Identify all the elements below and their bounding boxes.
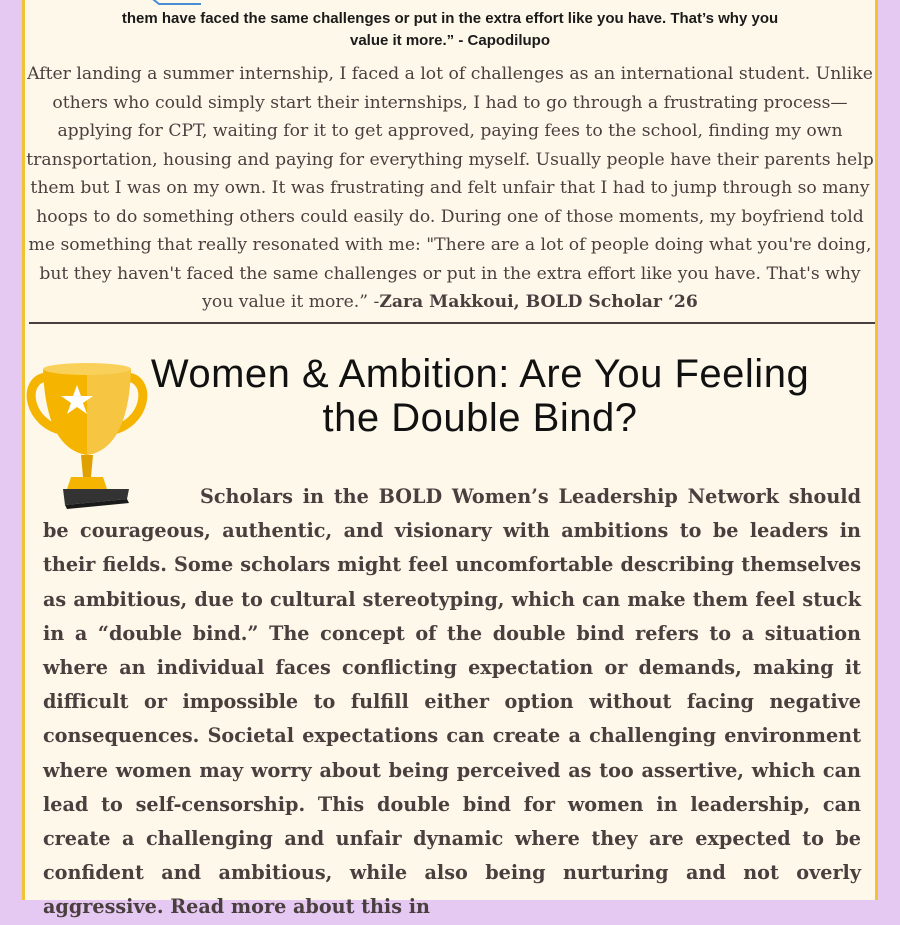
heading-line-2: the Double Bind?	[322, 396, 638, 440]
article-body-text: Scholars in the BOLD Women’s Leadership Network should be courageous, authentic, and visionary with ambitions to be leaders in their fields. Some scholars might feel uncomfortable describing themselves as ambitious, due to cultural stereotyping, which can make them feel stuck in a “double bind.” The concept of the double bind refers to a situation where an individual faces conflicting expectation or demands, making it difficult or impossible to fulfill either option without facing negative consequences. Societal expectations can create a challenging environment where women may worry about being perceived as too assertive, which can lead to self-censorship. This double bind for women in leadership, can create a challenging and unfair dynamic where they are expected to be confident and ambitious, while also being nurturing and not overly aggressive. Read more about this in	[43, 485, 861, 919]
top-quote-line-2: value it more.” - Capodilupo	[349, 32, 551, 49]
top-quote-line-1: them have faced the same challenges or put in the extra effort like you have. That’s why you	[121, 10, 779, 27]
top-quote	[45, 8, 855, 52]
arrow-icon	[145, 0, 205, 8]
heading-line-1: Women & Ambition: Are You Feeling	[150, 352, 810, 396]
student-story	[25, 60, 875, 317]
section-divider	[29, 322, 875, 324]
newsletter-page	[22, 0, 878, 919]
article-heading	[135, 352, 825, 440]
article-body	[43, 480, 861, 925]
story-text: After landing a summer internship, I faced a lot of challenges as an international student. Unlike others who could simply start their internships, I had to go through a frustrating process—applying for CPT, waiting for it to get approved, paying fees to the school, finding my own transportation, housing and paying for everything myself. Usually people have their parents help them but I was on my own. It was frustrating and felt unfair that I had to jump through so many hoops to do something others could easily do. During one of those moments, my boyfriend told me something that really resonated with me: "There are a lot of people doing what you're doing, but they haven't faced the same challenges or put in the extra effort like you have. That's why you value it more.” -	[26, 64, 874, 312]
story-attribution: Zara Makkoui, BOLD Scholar ‘26	[379, 292, 698, 312]
